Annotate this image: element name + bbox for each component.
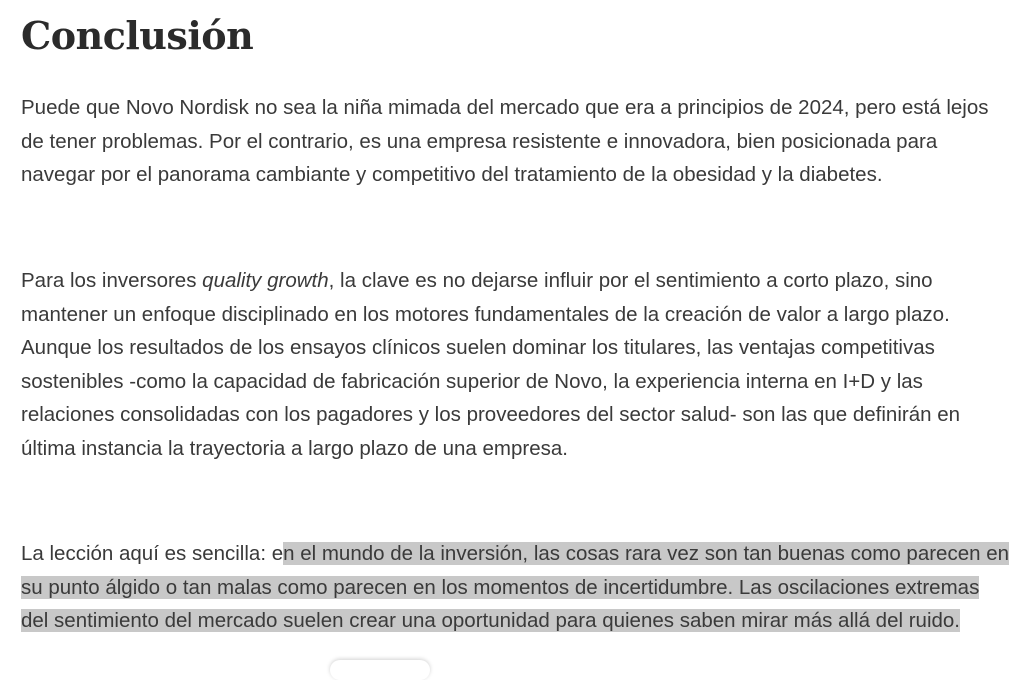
paragraph-3[interactable] xyxy=(21,537,1011,638)
paragraph-2-body: , la clave es no dejarse influir por el sentimiento a corto plazo, sino mantener un enfoque disciplinado en los motores fundamentales de la creación de valor a largo plazo. Aunque los resultados de los ensayos clínicos suelen dominar los titulares, las ventajas competitivas sostenibles -como la capacidad de fabricación superior de Novo, la experiencia interna en I+D y las relaciones consolidadas con los pagadores y los proveedores del sector salud- son las que definirán en última instancia la trayectoria a largo plazo de una empresa. xyxy=(21,269,961,460)
paragraph-2-intro: Para los inversores xyxy=(21,269,203,292)
paragraph-1: Puede que Novo Nordisk no sea la niña mimada del mercado que era a principios de 2024, pero está lejos de tener problemas. Por el contrario, es una empresa resistente e innovadora, bien posicionada para navegar por el panorama cambiante y competitivo del tratamiento de la obesidad y la diabetes. xyxy=(21,96,989,186)
page-title: Conclusión xyxy=(21,13,254,58)
paragraph-3-plain: La lección aquí es sencilla: e xyxy=(21,542,284,565)
emphasis-quality-growth: quality growth xyxy=(202,269,329,292)
selection-popup[interactable] xyxy=(330,660,430,680)
selected-text-highlight[interactable]: n el mundo de la inversión, las cosas rara vez son tan buenas como parecen en su punto álgido o tan malas como parecen en los momentos de incertidumbre. Las oscilaciones extremas del sentimiento del mercado suelen crear una oportunidad para quienes saben mirar más allá del ruido. xyxy=(21,542,1010,632)
paragraph-2 xyxy=(21,264,1011,465)
